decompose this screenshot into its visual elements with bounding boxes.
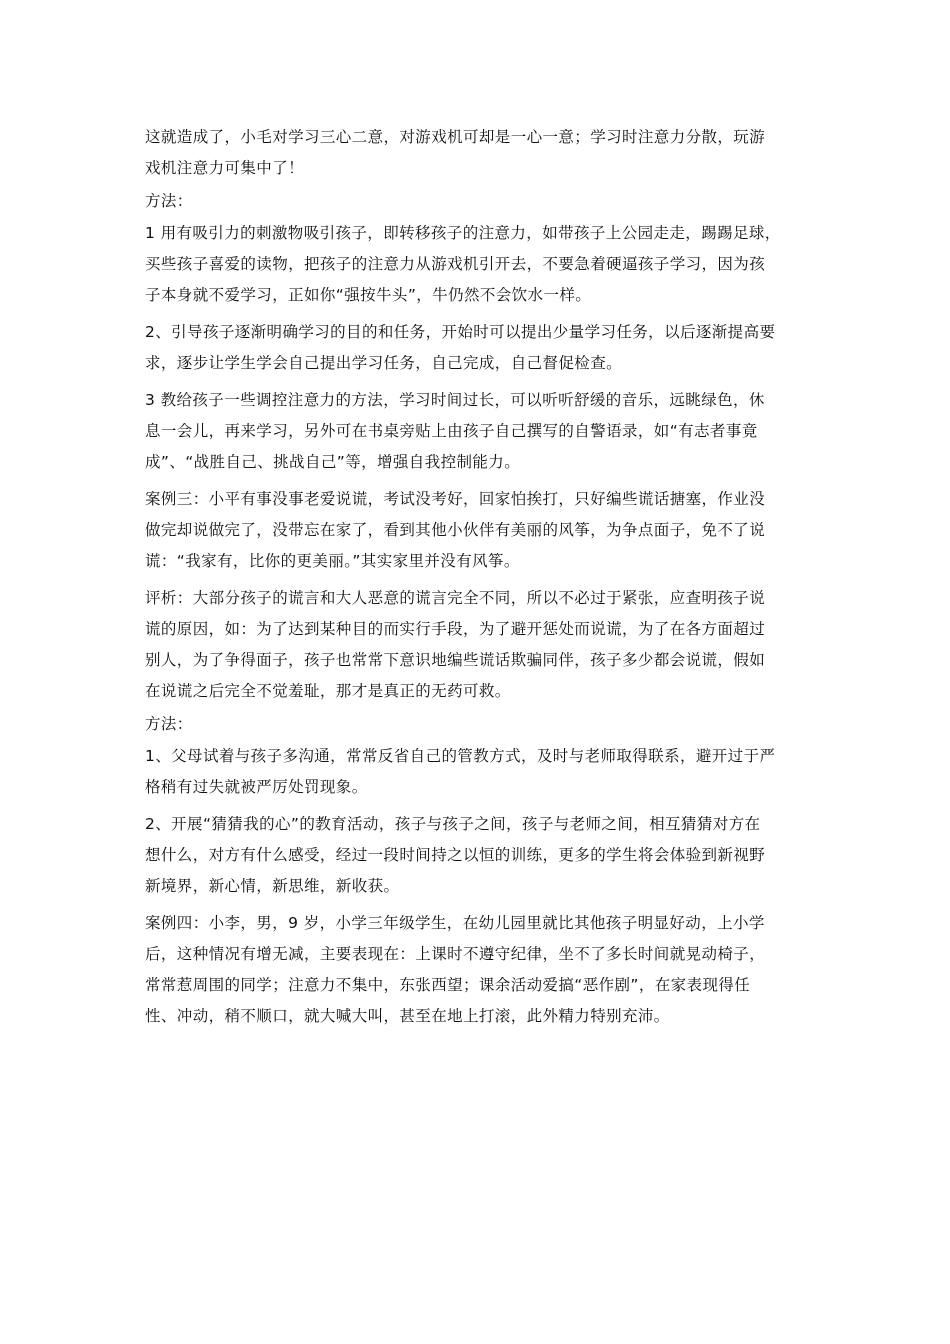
paragraph-intro: [145, 122, 817, 184]
document-page: [145, 122, 817, 1038]
text-line: 格稍有过失就被严厉处罚现象。: [145, 778, 368, 796]
paragraph-method-2: [145, 317, 817, 379]
paragraph-method-3: [145, 385, 817, 478]
text-line: 这就造成了，小毛对学习三心二意，对游戏机可却是一心一意；学习时注意力分散，玩游: [145, 128, 766, 146]
paragraph-method-1: [145, 218, 817, 311]
text-line: 新境界，新心情，新思维，新收获。: [145, 877, 400, 895]
text-line: 1 用有吸引力的刺激物吸引孩子，即转移孩子的注意力，如带孩子上公园走走，踢踢足球，: [145, 224, 781, 242]
text-line: 成”、“战胜自己、挑战自己”等，增强自我控制能力。: [145, 453, 521, 471]
text-line: 2、引导孩子逐渐明确学习的目的和任务，开始时可以提出少量学习任务，以后逐渐提高要: [145, 323, 776, 341]
text-line: 1、父母试着与孩子多沟通，常常反省自己的管教方式，及时与老师取得联系，避开过于严: [145, 747, 776, 765]
text-line: 想什么，对方有什么感受，经过一段时间持之以恒的训练，更多的学生将会体验到新视野: [145, 846, 766, 864]
text-line: 做完却说做完了，没带忘在家了，看到其他小伙伴有美丽的风筝，为争点面子，免不了说: [145, 521, 766, 539]
heading-text: 方法：: [145, 192, 193, 210]
text-line: 求，逐步让学生学会自己提出学习任务，自己完成，自己督促检查。: [145, 354, 623, 372]
paragraph-case-3: [145, 484, 817, 577]
text-line: 案例三：小平有事没事老爱说谎，考试没考好，回家怕挨打，只好编些谎话搪塞，作业没: [145, 490, 766, 508]
section-heading-methods-2: [145, 713, 817, 735]
paragraph-case-4: [145, 908, 817, 1032]
section-heading-methods: [145, 190, 817, 212]
text-line: 案例四：小李，男，9 岁，小学三年级学生，在幼儿园里就比其他孩子明显好动，上小学: [145, 914, 765, 932]
paragraph-method-b2: [145, 809, 817, 902]
text-line: 谎的原因，如：为了达到某种目的而实行手段，为了避开惩处而说谎，为了在各方面超过: [145, 620, 766, 638]
paragraph-analysis: [145, 583, 817, 707]
text-line: 性、冲动，稍不顺口，就大喊大叫，甚至在地上打滚，此外精力特别充沛。: [145, 1007, 670, 1025]
text-line: 后，这种情况有增无减，主要表现在：上课时不遵守纪律，坐不了多长时间就晃动椅子，: [145, 945, 766, 963]
text-line: 戏机注意力可集中了！: [145, 159, 305, 177]
text-line: 2、开展“猜猜我的心”的教育活动，孩子与孩子之间，孩子与老师之间，相互猜猜对方在: [145, 815, 761, 833]
text-line: 息一会儿，再来学习，另外可在书桌旁贴上由孩子自己撰写的自警语录，如“有志者事竟: [145, 422, 758, 440]
text-line: 买些孩子喜爱的读物，把孩子的注意力从游戏机引开去，不要急着硬逼孩子学习，因为孩: [145, 255, 766, 273]
text-line: 评析：大部分孩子的谎言和大人恶意的谎言完全不同，所以不必过于紧张，应查明孩子说: [145, 589, 766, 607]
text-line: 常常惹周围的同学；注意力不集中，东张西望；课余活动爱搞“恶作剧”，在家表现得任: [145, 976, 751, 994]
text-line: 3 教给孩子一些调控注意力的方法，学习时间过长，可以听听舒缓的音乐，远眺绿色，休: [145, 391, 765, 409]
heading-text: 方法：: [145, 715, 193, 733]
text-line: 子本身就不爱学习，正如你“强按牛头”，牛仍然不会饮水一样。: [145, 286, 592, 304]
text-line: 谎：“我家有，比你的更美丽。”其实家里并没有风筝。: [145, 552, 520, 570]
text-line: 在说谎之后完全不觉羞耻，那才是真正的无药可救。: [145, 682, 511, 700]
paragraph-method-b1: [145, 741, 817, 803]
text-line: 别人，为了争得面子，孩子也常常下意识地编些谎话欺骗同伴，孩子多少都会说谎，假如: [145, 651, 766, 669]
